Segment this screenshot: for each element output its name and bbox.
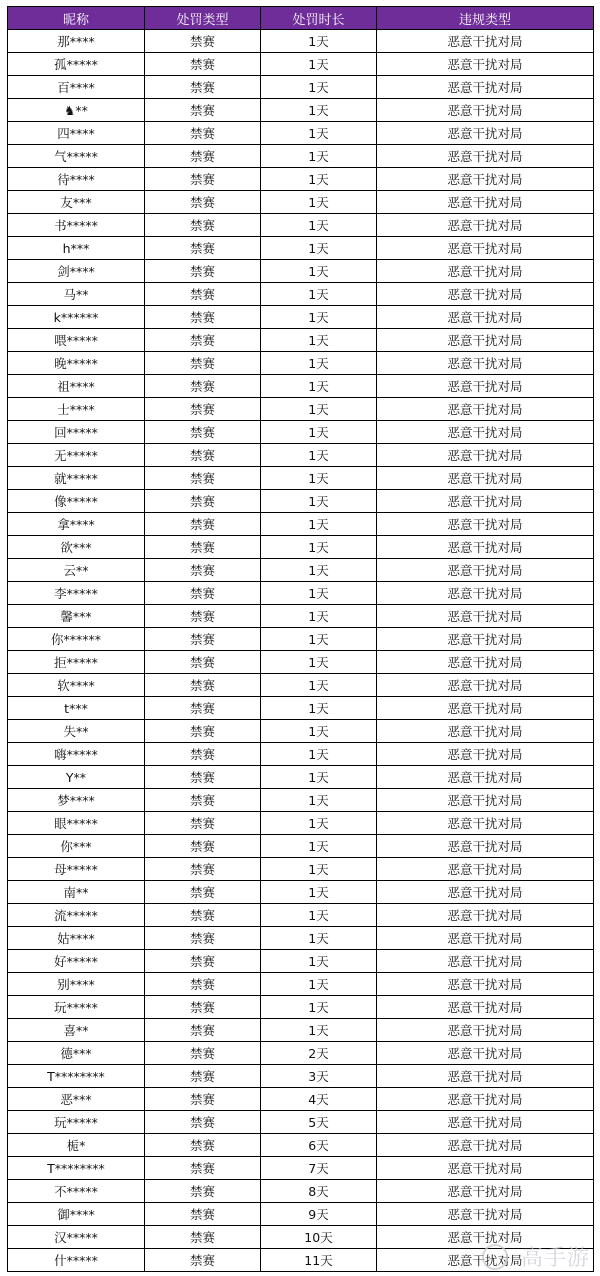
cell-penalty-type: 禁赛 [145, 536, 261, 559]
cell-penalty-duration: 1天 [261, 605, 377, 628]
cell-violation-type: 恶意干扰对局 [377, 582, 594, 605]
cell-nickname: 嗨***** [8, 743, 145, 766]
cell-violation-type: 恶意干扰对局 [377, 1134, 594, 1157]
table-row [8, 99, 594, 122]
table-body [8, 30, 594, 1272]
cell-penalty-duration: 1天 [261, 191, 377, 214]
table-row [8, 490, 594, 513]
cell-violation-type: 恶意干扰对局 [377, 1065, 594, 1088]
cell-violation-type: 恶意干扰对局 [377, 283, 594, 306]
cell-violation-type: 恶意干扰对局 [377, 76, 594, 99]
cell-violation-type: 恶意干扰对局 [377, 766, 594, 789]
cell-penalty-type: 禁赛 [145, 1019, 261, 1042]
table-row [8, 1157, 594, 1180]
table-row [8, 582, 594, 605]
cell-nickname: 梦**** [8, 789, 145, 812]
cell-nickname: 母***** [8, 858, 145, 881]
cell-penalty-duration: 1天 [261, 76, 377, 99]
cell-penalty-type: 禁赛 [145, 145, 261, 168]
cell-nickname: 拒***** [8, 651, 145, 674]
cell-nickname: 像***** [8, 490, 145, 513]
cell-penalty-type: 禁赛 [145, 1249, 261, 1272]
cell-nickname: 你****** [8, 628, 145, 651]
table-row [8, 858, 594, 881]
cell-violation-type: 恶意干扰对局 [377, 720, 594, 743]
cell-nickname: 喜** [8, 1019, 145, 1042]
cell-violation-type: 恶意干扰对局 [377, 191, 594, 214]
cell-penalty-type: 禁赛 [145, 674, 261, 697]
cell-nickname: 眼***** [8, 812, 145, 835]
cell-penalty-duration: 1天 [261, 835, 377, 858]
cell-penalty-duration: 1天 [261, 904, 377, 927]
cell-nickname: 云** [8, 559, 145, 582]
header-row [8, 7, 594, 30]
cell-nickname: 什***** [8, 1249, 145, 1272]
cell-penalty-duration: 5天 [261, 1111, 377, 1134]
cell-penalty-type: 禁赛 [145, 421, 261, 444]
cell-penalty-duration: 1天 [261, 467, 377, 490]
cell-penalty-type: 禁赛 [145, 283, 261, 306]
table-row [8, 352, 594, 375]
cell-nickname: 南** [8, 881, 145, 904]
table-row [8, 950, 594, 973]
cell-nickname: 德*** [8, 1042, 145, 1065]
cell-violation-type: 恶意干扰对局 [377, 743, 594, 766]
cell-penalty-duration: 1天 [261, 398, 377, 421]
cell-nickname: 友*** [8, 191, 145, 214]
cell-violation-type: 恶意干扰对局 [377, 444, 594, 467]
table-row [8, 743, 594, 766]
cell-nickname: 别**** [8, 973, 145, 996]
cell-nickname: 回***** [8, 421, 145, 444]
cell-nickname: t*** [8, 697, 145, 720]
cell-penalty-type: 禁赛 [145, 1065, 261, 1088]
table-row [8, 628, 594, 651]
cell-violation-type: 恶意干扰对局 [377, 306, 594, 329]
cell-nickname: 就***** [8, 467, 145, 490]
cell-violation-type: 恶意干扰对局 [377, 168, 594, 191]
table-row [8, 973, 594, 996]
table-row [8, 536, 594, 559]
table-row [8, 329, 594, 352]
cell-violation-type: 恶意干扰对局 [377, 674, 594, 697]
cell-penalty-type: 禁赛 [145, 927, 261, 950]
cell-nickname: 士**** [8, 398, 145, 421]
table-row [8, 260, 594, 283]
cell-nickname: k****** [8, 306, 145, 329]
cell-penalty-type: 禁赛 [145, 697, 261, 720]
table-row [8, 605, 594, 628]
table-row [8, 168, 594, 191]
cell-penalty-type: 禁赛 [145, 743, 261, 766]
cell-nickname: 四**** [8, 122, 145, 145]
cell-penalty-duration: 1天 [261, 513, 377, 536]
table-row [8, 766, 594, 789]
cell-violation-type: 恶意干扰对局 [377, 536, 594, 559]
cell-nickname: 孤***** [8, 53, 145, 76]
cell-penalty-duration: 1天 [261, 214, 377, 237]
cell-penalty-type: 禁赛 [145, 467, 261, 490]
cell-penalty-type: 禁赛 [145, 559, 261, 582]
cell-violation-type: 恶意干扰对局 [377, 1042, 594, 1065]
watermark-text: 高手游 [520, 1246, 590, 1271]
cell-violation-type: 恶意干扰对局 [377, 329, 594, 352]
cell-penalty-type: 禁赛 [145, 329, 261, 352]
cell-penalty-duration: 1天 [261, 536, 377, 559]
cell-violation-type: 恶意干扰对局 [377, 950, 594, 973]
table-row [8, 1134, 594, 1157]
cell-penalty-type: 禁赛 [145, 237, 261, 260]
cell-penalty-type: 禁赛 [145, 789, 261, 812]
cell-violation-type: 恶意干扰对局 [377, 1111, 594, 1134]
table-row [8, 812, 594, 835]
cell-penalty-type: 禁赛 [145, 720, 261, 743]
cell-penalty-duration: 1天 [261, 99, 377, 122]
cell-nickname: 姑**** [8, 927, 145, 950]
cell-penalty-type: 禁赛 [145, 881, 261, 904]
cell-penalty-duration: 1天 [261, 352, 377, 375]
cell-penalty-type: 禁赛 [145, 513, 261, 536]
table-row [8, 996, 594, 1019]
header-nickname: 昵称 [8, 7, 145, 30]
table-row [8, 145, 594, 168]
cell-nickname: 待**** [8, 168, 145, 191]
cell-penalty-duration: 6天 [261, 1134, 377, 1157]
cell-penalty-duration: 1天 [261, 30, 377, 53]
cell-penalty-type: 禁赛 [145, 950, 261, 973]
cell-penalty-duration: 1天 [261, 582, 377, 605]
cell-penalty-type: 禁赛 [145, 996, 261, 1019]
cell-penalty-duration: 8天 [261, 1180, 377, 1203]
cell-penalty-type: 禁赛 [145, 214, 261, 237]
cell-penalty-type: 禁赛 [145, 260, 261, 283]
cell-penalty-type: 禁赛 [145, 398, 261, 421]
cell-nickname: 玩***** [8, 996, 145, 1019]
cell-nickname: h*** [8, 237, 145, 260]
cell-nickname: 不***** [8, 1180, 145, 1203]
cell-penalty-duration: 1天 [261, 421, 377, 444]
cell-penalty-type: 禁赛 [145, 1088, 261, 1111]
cell-violation-type: 恶意干扰对局 [377, 214, 594, 237]
cell-penalty-duration: 1天 [261, 950, 377, 973]
cell-penalty-type: 禁赛 [145, 1134, 261, 1157]
table-row [8, 283, 594, 306]
cell-penalty-type: 禁赛 [145, 605, 261, 628]
cell-violation-type: 恶意干扰对局 [377, 605, 594, 628]
cell-nickname: 你*** [8, 835, 145, 858]
cell-violation-type: 恶意干扰对局 [377, 881, 594, 904]
cell-penalty-duration: 1天 [261, 720, 377, 743]
cell-violation-type: 恶意干扰对局 [377, 1249, 594, 1272]
cell-violation-type: 恶意干扰对局 [377, 697, 594, 720]
penalty-table [7, 6, 594, 1272]
cell-nickname: 软**** [8, 674, 145, 697]
table-row [8, 237, 594, 260]
cell-nickname: 欲*** [8, 536, 145, 559]
cell-nickname: 汉***** [8, 1226, 145, 1249]
cell-violation-type: 恶意干扰对局 [377, 513, 594, 536]
cell-penalty-type: 禁赛 [145, 490, 261, 513]
cell-penalty-duration: 1天 [261, 674, 377, 697]
cell-nickname: 流***** [8, 904, 145, 927]
cell-nickname: 祖**** [8, 375, 145, 398]
cell-nickname: 恶*** [8, 1088, 145, 1111]
cell-penalty-type: 禁赛 [145, 973, 261, 996]
cell-penalty-duration: 1天 [261, 237, 377, 260]
cell-nickname: 气***** [8, 145, 145, 168]
cell-violation-type: 恶意干扰对局 [377, 1180, 594, 1203]
table-row [8, 1226, 594, 1249]
cell-nickname: 玩***** [8, 1111, 145, 1134]
cell-penalty-duration: 1天 [261, 973, 377, 996]
table-row [8, 881, 594, 904]
cell-penalty-duration: 1天 [261, 789, 377, 812]
cell-penalty-duration: 1天 [261, 122, 377, 145]
cell-penalty-duration: 1天 [261, 375, 377, 398]
table-row [8, 122, 594, 145]
header-penalty-type: 处罚类型 [145, 7, 261, 30]
cell-nickname: 御**** [8, 1203, 145, 1226]
table-row [8, 720, 594, 743]
cell-nickname: 百**** [8, 76, 145, 99]
cell-penalty-duration: 1天 [261, 881, 377, 904]
cell-penalty-duration: 7天 [261, 1157, 377, 1180]
cell-penalty-type: 禁赛 [145, 858, 261, 881]
cell-violation-type: 恶意干扰对局 [377, 858, 594, 881]
cell-violation-type: 恶意干扰对局 [377, 30, 594, 53]
cell-nickname: 李***** [8, 582, 145, 605]
cell-penalty-duration: 1天 [261, 996, 377, 1019]
cell-penalty-type: 禁赛 [145, 375, 261, 398]
cell-penalty-duration: 1天 [261, 145, 377, 168]
cell-penalty-duration: 1天 [261, 1019, 377, 1042]
cell-penalty-duration: 1天 [261, 927, 377, 950]
cell-nickname: 那**** [8, 30, 145, 53]
cell-nickname: 失** [8, 720, 145, 743]
cell-penalty-duration: 1天 [261, 444, 377, 467]
table-header [8, 7, 594, 30]
cell-nickname: 书***** [8, 214, 145, 237]
cell-penalty-duration: 1天 [261, 260, 377, 283]
cell-penalty-duration: 2天 [261, 1042, 377, 1065]
cell-penalty-type: 禁赛 [145, 766, 261, 789]
cell-penalty-duration: 1天 [261, 53, 377, 76]
cell-violation-type: 恶意干扰对局 [377, 467, 594, 490]
cell-penalty-type: 禁赛 [145, 1111, 261, 1134]
cell-nickname: 无***** [8, 444, 145, 467]
cell-violation-type: 恶意干扰对局 [377, 1226, 594, 1249]
cell-penalty-duration: 10天 [261, 1226, 377, 1249]
cell-penalty-duration: 1天 [261, 812, 377, 835]
cell-penalty-duration: 1天 [261, 168, 377, 191]
cell-nickname: 剑**** [8, 260, 145, 283]
cell-penalty-type: 禁赛 [145, 1203, 261, 1226]
cell-nickname: 馨*** [8, 605, 145, 628]
cell-violation-type: 恶意干扰对局 [377, 904, 594, 927]
cell-violation-type: 恶意干扰对局 [377, 559, 594, 582]
table-row [8, 1065, 594, 1088]
cell-nickname: 马** [8, 283, 145, 306]
cell-penalty-duration: 1天 [261, 628, 377, 651]
cell-penalty-type: 禁赛 [145, 1157, 261, 1180]
cell-penalty-type: 禁赛 [145, 306, 261, 329]
cell-penalty-duration: 1天 [261, 766, 377, 789]
cell-penalty-type: 禁赛 [145, 352, 261, 375]
cell-nickname: Y** [8, 766, 145, 789]
cell-penalty-type: 禁赛 [145, 30, 261, 53]
table-row [8, 1019, 594, 1042]
table-row [8, 674, 594, 697]
cell-penalty-duration: 1天 [261, 559, 377, 582]
cell-penalty-duration: 1天 [261, 651, 377, 674]
cell-penalty-type: 禁赛 [145, 651, 261, 674]
cell-violation-type: 恶意干扰对局 [377, 812, 594, 835]
cell-violation-type: 恶意干扰对局 [377, 1088, 594, 1111]
cell-penalty-type: 禁赛 [145, 812, 261, 835]
cell-nickname: ♞** [8, 99, 145, 122]
cell-penalty-duration: 11天 [261, 1249, 377, 1272]
cell-penalty-type: 禁赛 [145, 191, 261, 214]
cell-penalty-type: 禁赛 [145, 168, 261, 191]
table-row [8, 513, 594, 536]
table-row [8, 191, 594, 214]
cell-penalty-duration: 3天 [261, 1065, 377, 1088]
cell-violation-type: 恶意干扰对局 [377, 628, 594, 651]
cell-nickname: 好***** [8, 950, 145, 973]
cell-violation-type: 恶意干扰对局 [377, 490, 594, 513]
cell-violation-type: 恶意干扰对局 [377, 973, 594, 996]
table-row [8, 789, 594, 812]
cell-violation-type: 恶意干扰对局 [377, 145, 594, 168]
table-row [8, 1111, 594, 1134]
cell-violation-type: 恶意干扰对局 [377, 1019, 594, 1042]
table-row [8, 30, 594, 53]
table-row [8, 398, 594, 421]
cell-violation-type: 恶意干扰对局 [377, 53, 594, 76]
cell-penalty-type: 禁赛 [145, 582, 261, 605]
cell-violation-type: 恶意干扰对局 [377, 835, 594, 858]
cell-penalty-duration: 9天 [261, 1203, 377, 1226]
table-row [8, 444, 594, 467]
cell-violation-type: 恶意干扰对局 [377, 1157, 594, 1180]
cell-nickname: 栀* [8, 1134, 145, 1157]
cell-violation-type: 恶意干扰对局 [377, 651, 594, 674]
cell-penalty-type: 禁赛 [145, 1180, 261, 1203]
table-row [8, 53, 594, 76]
table-row [8, 651, 594, 674]
table-row [8, 1180, 594, 1203]
table-row [8, 927, 594, 950]
table-row [8, 467, 594, 490]
cell-violation-type: 恶意干扰对局 [377, 421, 594, 444]
table-row [8, 306, 594, 329]
table-row [8, 76, 594, 99]
cell-penalty-duration: 4天 [261, 1088, 377, 1111]
cell-penalty-type: 禁赛 [145, 835, 261, 858]
table-row [8, 1203, 594, 1226]
table-row [8, 559, 594, 582]
cell-violation-type: 恶意干扰对局 [377, 789, 594, 812]
cell-penalty-type: 禁赛 [145, 1042, 261, 1065]
cell-nickname: T******** [8, 1157, 145, 1180]
cell-nickname: 晚***** [8, 352, 145, 375]
header-violation-type: 违规类型 [377, 7, 594, 30]
watermark-logo-icon [482, 1244, 508, 1270]
cell-violation-type: 恶意干扰对局 [377, 927, 594, 950]
cell-violation-type: 恶意干扰对局 [377, 99, 594, 122]
table-row [8, 375, 594, 398]
cell-violation-type: 恶意干扰对局 [377, 996, 594, 1019]
cell-violation-type: 恶意干扰对局 [377, 122, 594, 145]
table-row [8, 904, 594, 927]
header-penalty-duration: 处罚时长 [261, 7, 377, 30]
table-row [8, 835, 594, 858]
table-row [8, 697, 594, 720]
cell-violation-type: 恶意干扰对局 [377, 237, 594, 260]
table-row [8, 1088, 594, 1111]
cell-penalty-type: 禁赛 [145, 122, 261, 145]
cell-penalty-duration: 1天 [261, 858, 377, 881]
table-row [8, 421, 594, 444]
cell-nickname: T******** [8, 1065, 145, 1088]
table-row [8, 1042, 594, 1065]
cell-violation-type: 恶意干扰对局 [377, 375, 594, 398]
cell-penalty-duration: 1天 [261, 329, 377, 352]
cell-penalty-type: 禁赛 [145, 76, 261, 99]
cell-penalty-type: 禁赛 [145, 99, 261, 122]
cell-penalty-duration: 1天 [261, 306, 377, 329]
cell-penalty-duration: 1天 [261, 697, 377, 720]
cell-violation-type: 恶意干扰对局 [377, 1203, 594, 1226]
cell-penalty-duration: 1天 [261, 743, 377, 766]
cell-penalty-type: 禁赛 [145, 444, 261, 467]
cell-nickname: 喂***** [8, 329, 145, 352]
cell-nickname: 拿**** [8, 513, 145, 536]
table-row [8, 214, 594, 237]
cell-penalty-type: 禁赛 [145, 628, 261, 651]
cell-penalty-duration: 1天 [261, 490, 377, 513]
cell-penalty-type: 禁赛 [145, 1226, 261, 1249]
cell-violation-type: 恶意干扰对局 [377, 260, 594, 283]
cell-penalty-type: 禁赛 [145, 53, 261, 76]
cell-penalty-duration: 1天 [261, 283, 377, 306]
cell-violation-type: 恶意干扰对局 [377, 398, 594, 421]
cell-violation-type: 恶意干扰对局 [377, 352, 594, 375]
cell-penalty-type: 禁赛 [145, 904, 261, 927]
